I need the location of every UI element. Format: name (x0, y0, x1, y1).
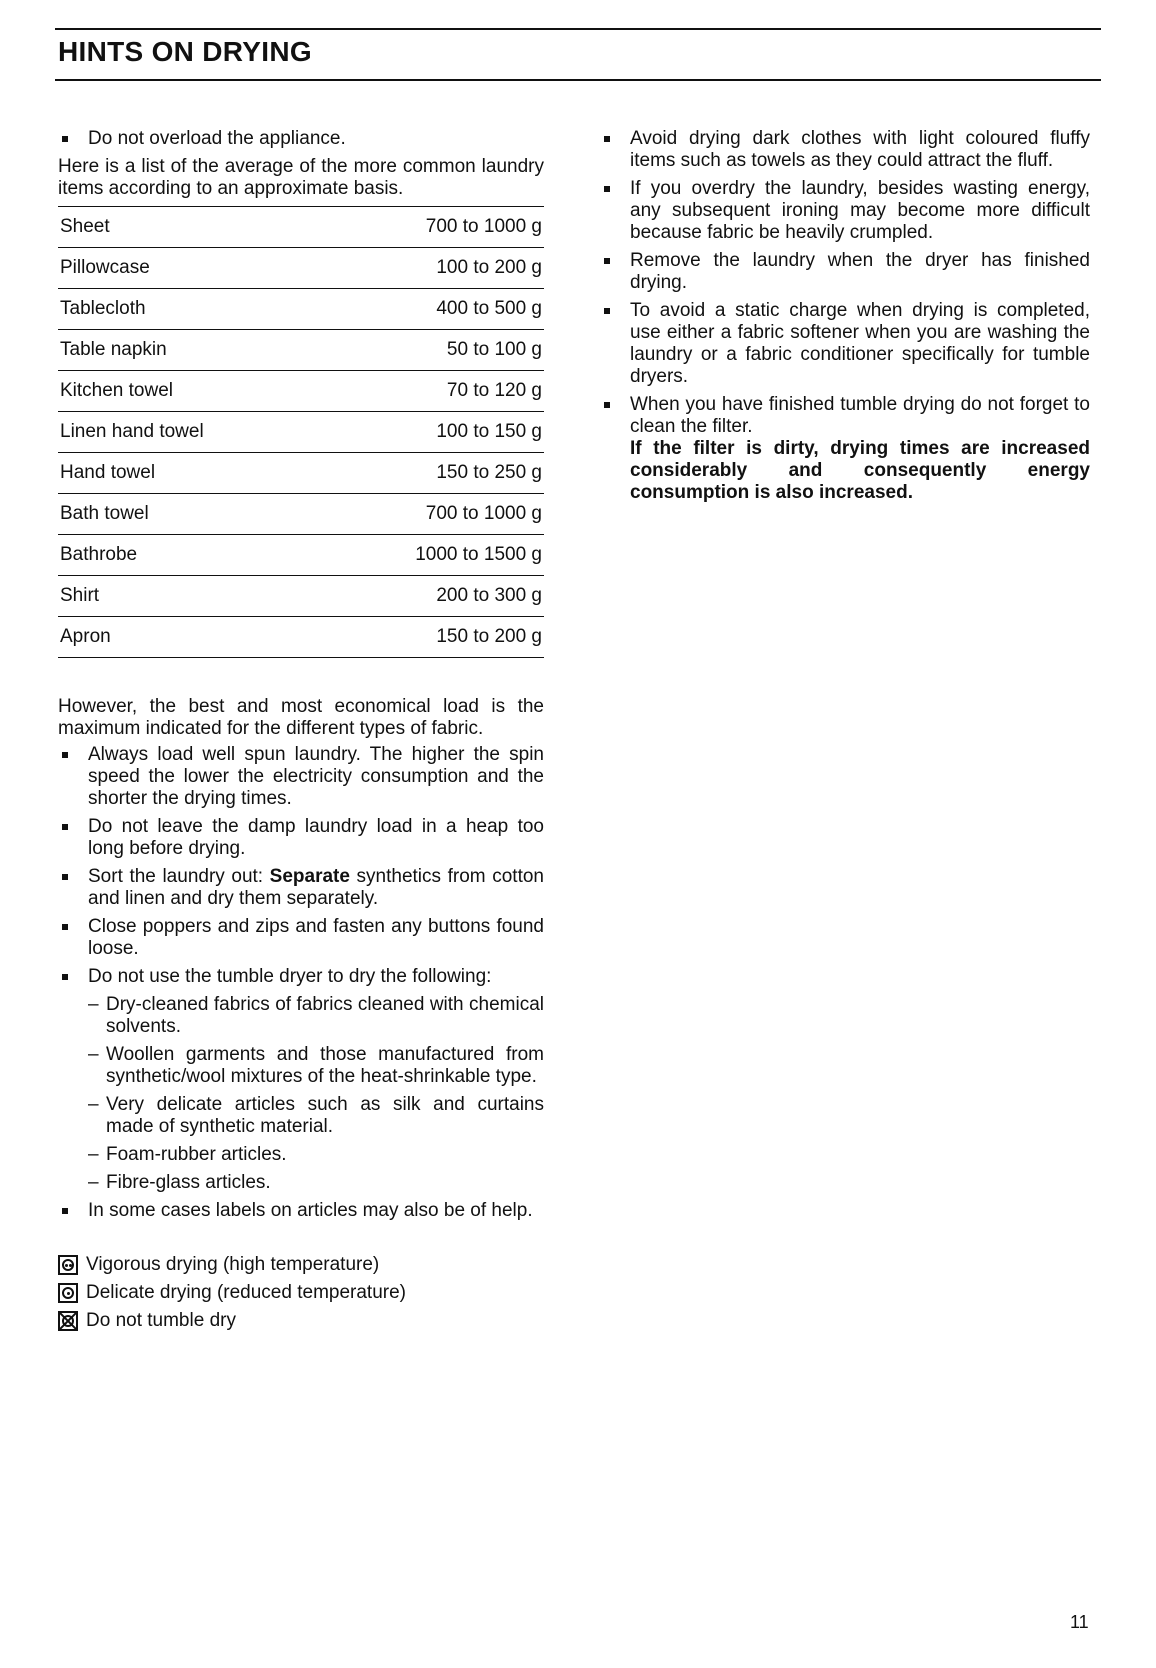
bullet-overdry: If you overdry the laundry, besides wasting energy, any subsequent ironing may become more difficult because fabric be heavily crumpled. (600, 178, 1090, 244)
amount-cell: 150 to 250 g (316, 453, 544, 494)
amount-cell: 400 to 500 g (316, 289, 544, 330)
symbol-vigorous: Vigorous drying (high temperature) (58, 1254, 544, 1276)
tumble-dry-low-icon (58, 1283, 78, 1303)
symbol-no-tumble: Do not tumble dry (58, 1310, 544, 1332)
table-row (58, 330, 544, 371)
laundry-weight-table (58, 206, 544, 658)
header-rule-top (55, 28, 1101, 30)
amount-cell: 700 to 1000 g (316, 494, 544, 535)
amount-cell: 150 to 200 g (316, 617, 544, 658)
dash-item-woollen: – Woollen garments and those manufactured from synthetic/wool mixtures of the heat-shrinkable type. (88, 1044, 544, 1087)
bullet-icon (62, 136, 68, 142)
table-row (58, 494, 544, 535)
bullet-icon (62, 874, 68, 880)
item-cell: Shirt (58, 576, 316, 617)
item-cell: Kitchen towel (58, 371, 316, 412)
bullet-icon (62, 1208, 68, 1214)
symbol-delicate: Delicate drying (reduced temperature) (58, 1282, 544, 1304)
table-row (58, 289, 544, 330)
separate-bold: Separate (269, 866, 350, 887)
bullet-heap: Do not leave the damp laundry load in a heap too long before drying. (58, 816, 544, 860)
bullet-icon (62, 752, 68, 758)
amount-cell: 100 to 200 g (316, 248, 544, 289)
amount-cell: 700 to 1000 g (316, 207, 544, 248)
table-row (58, 248, 544, 289)
dash-item-fibreglass: – Fibre-glass articles. (88, 1172, 271, 1193)
table-row (58, 535, 544, 576)
item-cell: Sheet (58, 207, 316, 248)
table-row (58, 576, 544, 617)
bullet-static: To avoid a static charge when drying is completed, use either a fabric softener when you are washing the laundry or a fabric conditioner specifically for tumble dryers. (600, 300, 1090, 388)
page-title: HINTS ON DRYING (58, 36, 312, 67)
page-number: 11 (1070, 1612, 1089, 1632)
dash-item-dry-cleaned: – Dry-cleaned fabrics of fabrics cleaned with chemical solvents. (88, 994, 544, 1037)
bullet-icon (62, 824, 68, 830)
bullet-icon (604, 308, 610, 314)
amount-cell: 1000 to 1500 g (316, 535, 544, 576)
item-cell: Hand towel (58, 453, 316, 494)
bullet-icon (604, 402, 610, 408)
bullet-dark-clothes: Avoid drying dark clothes with light coloured fluffy items such as towels as they could attract the fluff. (600, 128, 1090, 172)
table-row (58, 371, 544, 412)
table-row (58, 617, 544, 658)
dash-item-foam: – Foam-rubber articles. (88, 1144, 287, 1165)
intro-text: Here is a list of the average of the more common laundry items according to an approximate basis. (58, 156, 544, 199)
left-column (58, 128, 544, 1338)
amount-cell: 100 to 150 g (316, 412, 544, 453)
bullet-icon (604, 136, 610, 142)
bullet-icon (62, 974, 68, 980)
tumble-dry-high-icon (58, 1255, 78, 1275)
item-cell: Linen hand towel (58, 412, 316, 453)
however-text: However, the best and most economical load is the maximum indicated for the different types of fabric. (58, 696, 544, 739)
table-row (58, 207, 544, 248)
item-cell: Table napkin (58, 330, 316, 371)
header-rule-bottom (55, 79, 1101, 81)
item-cell: Tablecloth (58, 289, 316, 330)
dash-item-delicate: – Very delicate articles such as silk and curtains made of synthetic material. (88, 1094, 544, 1137)
bullet-labels: In some cases labels on articles may also be of help. (58, 1200, 544, 1222)
bullet-not-use: Do not use the tumble dryer to dry the following: (58, 966, 544, 988)
table-row (58, 412, 544, 453)
item-cell: Bath towel (58, 494, 316, 535)
bullet-filter: When you have finished tumble drying do not forget to clean the filter. If the filter is dirty, drying times are increased considerably and consequently energy consumption is also increased. (600, 394, 1090, 504)
bullet-overload: Do not overload the appliance. (58, 128, 544, 150)
item-cell: Pillowcase (58, 248, 316, 289)
bullet-spun: Always load well spun laundry. The higher the spin speed the lower the electricity consumption and the shorter the drying times. (58, 744, 544, 810)
filter-warning: If the filter is dirty, drying times are increased considerably and consequently energy consumption is also increased. (630, 438, 1090, 503)
bullet-sort: Sort the laundry out: Separate synthetics from cotton and linen and dry them separately. (58, 866, 544, 910)
bullet-poppers: Close poppers and zips and fasten any buttons found loose. (58, 916, 544, 960)
bullet-icon (604, 186, 610, 192)
bullet-icon (604, 258, 610, 264)
item-cell: Apron (58, 617, 316, 658)
amount-cell: 200 to 300 g (316, 576, 544, 617)
bullet-remove: Remove the laundry when the dryer has finished drying. (600, 250, 1090, 294)
amount-cell: 50 to 100 g (316, 330, 544, 371)
do-not-tumble-dry-icon (58, 1311, 78, 1331)
item-cell: Bathrobe (58, 535, 316, 576)
right-column (600, 128, 1090, 510)
table-row (58, 453, 544, 494)
bullet-icon (62, 924, 68, 930)
amount-cell: 70 to 120 g (316, 371, 544, 412)
